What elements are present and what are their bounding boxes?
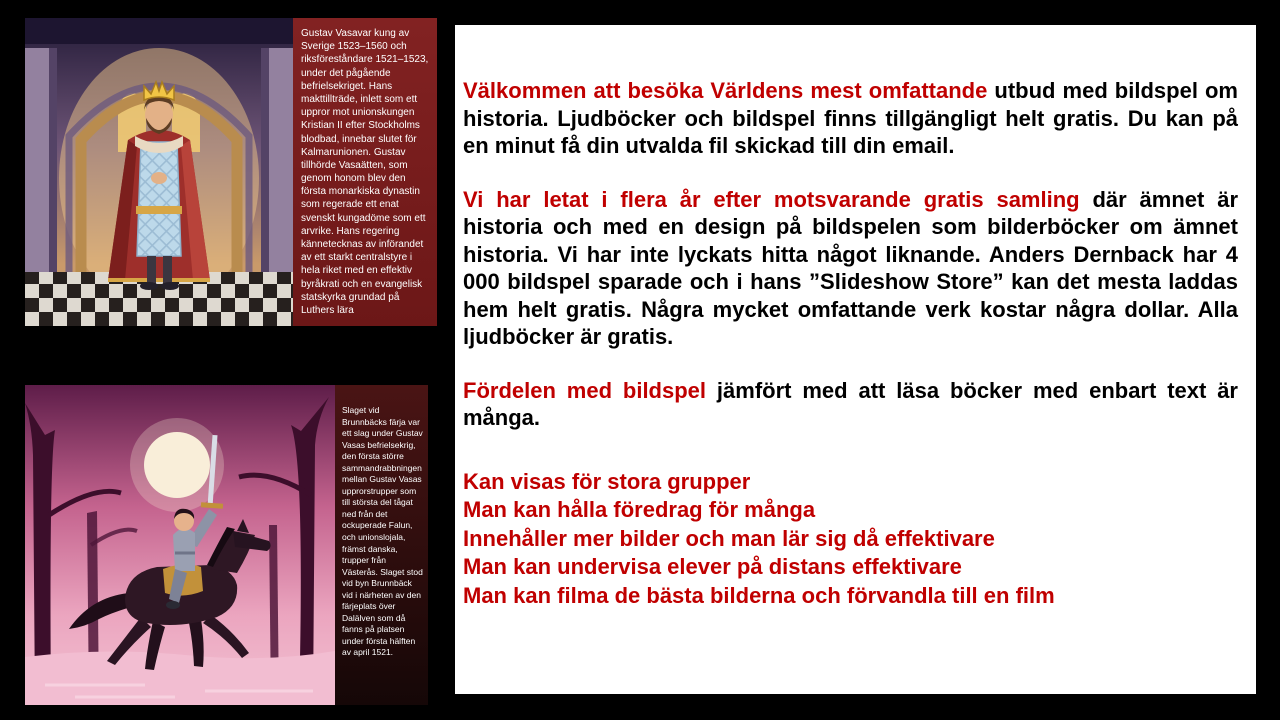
brunnback-caption: Slaget vid Brunnbäcks färja var ett slag under Gustav Vasas befrielsekrig, den första större sammandrabbningen mellan Gustav Vasas upprorstrupper som till största del tågat ned från det ockuperade Falun, och unionslojala, främst danska, trupper från Västerås. Slaget stod vid byn Brunnbäck vid i närheten av den färjeplats över Dalälven som då fanns på platsen under första hälften av april 1521.: [335, 385, 428, 705]
search-paragraph: [463, 186, 1238, 351]
benefit-item: Man kan undervisa elever på distans effektivare: [463, 554, 962, 580]
benefit-item: Kan visas för stora grupper: [463, 468, 751, 494]
benefit-item: Innehåller mer bilder och man lär sig då effektivare: [463, 525, 995, 551]
search-red-text: Vi har letat i flera år efter motsvarande gratis samling: [463, 186, 1080, 212]
intro-red-text: Välkommen att besöka Världens mest omfattande: [463, 78, 988, 103]
advantage-paragraph: [463, 377, 1238, 432]
benefits-list: [463, 468, 1238, 611]
gustav-vasa-image: [25, 18, 293, 326]
gustav-vasa-figure: [25, 18, 437, 326]
brunnback-image: [25, 385, 335, 705]
intro-black-text: utbud med bildspel om historia. Ljudböcker och bildspel finns tillgängligt helt gratis. Du kan på en minut få din utvalda fil skickad till din email.: [463, 78, 1238, 158]
main-text-panel: [455, 25, 1256, 694]
advantage-black-text: jämfört med att läsa böcker med enbart text är många.: [463, 377, 1238, 430]
gustav-vasa-art: [25, 18, 293, 326]
intro-paragraph: [463, 77, 1238, 160]
search-black-text: där ämnet är historia och med en design på bildspelen som bilderböcker om ämnet historia. Vi har inte lyckats hitta något liknande. Anders Dernback har 4 000 bildspel sparade och i hans ”Slideshow Store” kan det mesta laddas hem helt gratis. Några mycket omfattande verk kostar några dollar. Alla ljudböcker är gratis.: [463, 186, 1239, 349]
advantage-red-text: Fördelen med bildspel: [463, 377, 707, 403]
benefit-item: Man kan hålla föredrag för många: [463, 497, 816, 523]
benefit-item: Man kan filma de bästa bilderna och förvandla till en film: [463, 582, 1055, 608]
brunnback-art: [25, 385, 335, 705]
brunnback-figure: [25, 385, 428, 705]
gustav-vasa-caption: Gustav Vasavar kung av Sverige 1523–1560 och riksföreståndare 1521–1523, under det pågående befrielsekriget. Hans makttillträde, inlett som ett uppror mot unionskungen Kristian II efter Stockholms blodbad, innebar slutet för Kalmarunionen. Gustav tillhörde Vasaätten, som genom honom blev den första monarkiska dynastin som regerade ett enat svenskt kungadöme som ett arvrike. Hans regering kännetecknas av införandet av ett starkt centralstyre i hela riket med en effektiv byråkrati och en evangelisk statskyrka grundad på Luthers lära: [293, 18, 437, 326]
